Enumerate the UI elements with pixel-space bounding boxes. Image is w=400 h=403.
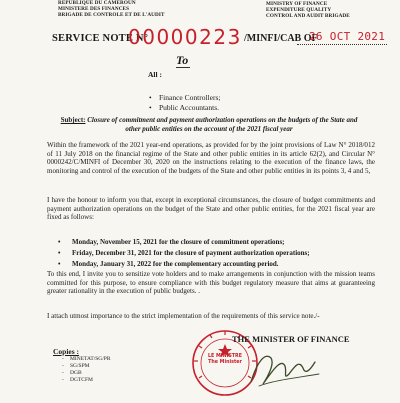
paragraph-closing: I attach utmost importance to the strict implementation of the requirements of this service note./- [47, 312, 320, 320]
copy-recipient: - SG/SPM [62, 363, 111, 370]
copy-recipient: - DGB [62, 370, 111, 377]
copies-list [62, 356, 111, 384]
deadline-list [58, 237, 310, 270]
copies-label: Copies : [53, 347, 80, 356]
copy-recipient: - DGTCFM [62, 377, 111, 384]
signatory-title: THE MINISTER OF FINANCE [232, 334, 350, 344]
subject-text: Closure of commitment and payment authorization operations on the budgets of the State and other public entities on the account of the 2021 fiscal year [87, 116, 358, 133]
copy-recipient: - MINETAT/SG/PR [62, 356, 111, 363]
subject-block [59, 116, 359, 133]
service-note-date-stamp: 26 OCT 2021 [309, 30, 386, 43]
seal-line-fr: LE MINISTRE [207, 354, 243, 359]
recipient-list [149, 93, 220, 113]
service-note-suffix: /MINFI/CAB OF [244, 33, 318, 44]
deadline-item: • Monday, January 31, 2022 for the complementary accounting period. [58, 259, 310, 270]
paragraph-announcement: I have the honour to inform you that, except in exceptional circumstances, the closure of budget commitments and payment authorization operations on the budget of the State and other public entities, for the 2021 fiscal year are fixed as follows: [47, 196, 375, 222]
subject-label: Subject: [60, 116, 86, 124]
header-right-line1: MINISTRY OF FINANCE [266, 1, 328, 7]
header-right-line3: CONTROL AND AUDIT BRIGADE [266, 13, 350, 19]
header-left-block [58, 0, 165, 18]
service-note-label: SERVICE NOTE N° [52, 33, 149, 44]
to-label: To [176, 53, 189, 67]
header-right-line2: EXPENDITURE QUALITY [266, 7, 332, 13]
header-left-line1: REPUBLIQUE DU CAMEROUN [58, 0, 136, 6]
all-label: All : [148, 70, 162, 79]
header-right-block [266, 1, 350, 19]
handwritten-signature [245, 344, 325, 394]
dotted-underline [297, 44, 387, 45]
header-left-line2: MINISTERE DES FINANCES [58, 6, 130, 12]
deadline-item: • Friday, December 31, 2021 for the closure of payment authorization operations; [58, 248, 310, 259]
seal-caption [200, 354, 250, 366]
recipient-item: • Finance Controllers; [149, 93, 220, 103]
paragraph-instructions: To this end, I invite you to sensitize vote holders and to make arrangements in conjunction with the mission teams committed for this purpose, to ensure compliance with this budget regulatory measure that aims at guaranteeing greater rationality in the execution of public budgets. . [47, 270, 375, 296]
service-note-line [52, 25, 392, 50]
paragraph-legal-basis: Within the framework of the 2021 year-end operations, as provided for by the joint provisions of Law N° 2018/012 of 11 July 2018 on the financial regime of the State and other public entities in its article 62(2), and Circular N° 0000242/C/MINFI of December 30, 2020 on the instructions relating to the execution of the finance laws, the monitoring and control of the execution of the budgets of the State and other public entities in its points 3, 4 and 5, [47, 141, 375, 175]
service-note-number: 00000223 [128, 25, 242, 49]
recipient-item: • Public Accountants. [149, 103, 220, 113]
deadline-item: • Monday, November 15, 2021 for the closure of commitment operations; [58, 237, 310, 248]
to-underline [176, 67, 190, 68]
header-left-line3: BRIGADE DE CONTROLE ET DE L'AUDIT [58, 12, 165, 18]
seal-line-en: The Minister [208, 360, 242, 365]
